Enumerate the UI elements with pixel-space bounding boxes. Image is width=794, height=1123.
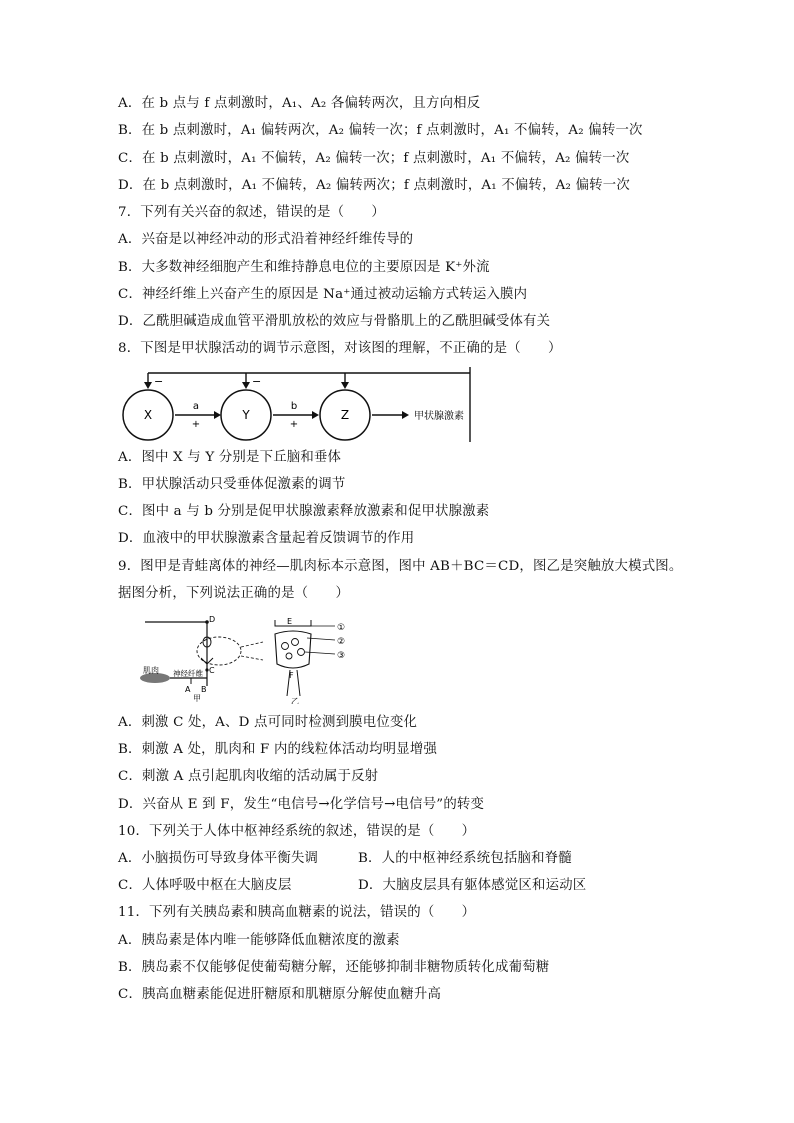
arrow-b-plus: + <box>289 419 299 430</box>
node-y-label: Y <box>242 408 250 422</box>
q9-stem-line2: 据图分析，下列说法正确的是（ ） <box>118 586 350 601</box>
point-a-label: A <box>185 685 191 694</box>
thyroid-regulation-diagram <box>118 364 478 446</box>
minus-sign-y: − <box>252 375 262 388</box>
q9-option-d: D．兴奋从 E 到 F，发生“电信号→化学信号→电信号”的转变 <box>118 797 485 812</box>
node-x-label: X <box>143 408 153 422</box>
thyroid-hormone-label: 甲状腺激素 <box>414 411 464 422</box>
q9-option-c: C．刺激 A 点引起肌肉收缩的活动属于反射 <box>118 769 379 784</box>
marker-3: ③ <box>337 651 346 661</box>
q7-option-a: A．兴奋是以神经冲动的形式沿着神经纤维传导的 <box>118 232 414 247</box>
q9-option-a: A．刺激 C 处，A、D 点可同时检测到膜电位变化 <box>118 715 418 730</box>
q7-option-c: C．神经纤维上兴奋产生的原因是 Na⁺通过被动运输方式转运入膜内 <box>118 287 528 302</box>
arrow-b-label: b <box>290 401 298 412</box>
q10-option-d: D．大脑皮层具有躯体感觉区和运动区 <box>358 878 587 893</box>
nerve-fiber-label: 神经纤维 <box>173 669 203 678</box>
q6-option-b: B．在 b 点刺激时，A₁ 偏转两次，A₂ 偏转一次；f 点刺激时，A₁ 不偏转，A₂ 偏转一次 <box>118 123 643 138</box>
q8-option-a: A．图中 X 与 Y 分别是下丘脑和垂体 <box>118 450 342 465</box>
point-c-label: C <box>209 666 215 675</box>
figure-jia-label: 甲 <box>193 694 201 703</box>
q7-stem: 7．下列有关兴奋的叙述，错误的是（ ） <box>118 205 385 220</box>
arrow-a-plus: + <box>191 419 201 430</box>
minus-sign-x: − <box>154 375 164 388</box>
muscle-label: 肌肉 <box>143 666 159 675</box>
point-b-label: B <box>201 685 207 694</box>
label-e: E <box>287 617 293 626</box>
q7-option-b: B．大多数神经细胞产生和维持静息电位的主要原因是 K⁺外流 <box>118 260 490 275</box>
label-f: F <box>289 671 294 680</box>
nerve-muscle-diagram <box>135 612 365 704</box>
q9-stem-line1: 9．图甲是青蛙离体的神经—肌肉标本示意图，图中 AB＋BC＝CD，图乙是突触放大模式图。 <box>118 559 683 574</box>
synaptic-knob <box>275 631 311 668</box>
q10-option-c: C．人体呼吸中枢在大脑皮层 <box>118 878 292 893</box>
q8-option-d: D．血液中的甲状腺激素含量起着反馈调节的作用 <box>118 531 415 546</box>
q6-option-c: C．在 b 点刺激时，A₁ 不偏转，A₂ 偏转一次；f 点刺激时，A₁ 不偏转，A₂ 偏转一次 <box>118 151 630 166</box>
q11-option-c: C．胰高血糖素能促进肝糖原和肌糖原分解使血糖升高 <box>118 987 442 1002</box>
q10-option-b: B．人的中枢神经系统包括脑和脊髓 <box>358 851 572 866</box>
q6-option-a: A．在 b 点与 f 点刺激时，A₁、A₂ 各偏转两次，且方向相反 <box>118 96 481 111</box>
q10-option-a: A．小脑损伤可导致身体平衡失调 <box>118 851 319 866</box>
q8-stem: 8．下图是甲状腺活动的调节示意图，对该图的理解，不正确的是（ ） <box>118 341 562 356</box>
node-z-label: Z <box>340 408 350 422</box>
marker-2: ② <box>337 637 346 647</box>
q8-option-c: C．图中 a 与 b 分别是促甲状腺激素释放激素和促甲状腺激素 <box>118 504 490 519</box>
q11-option-a: A．胰岛素是体内唯一能够降低血糖浓度的激素 <box>118 933 400 948</box>
arrow-a-label: a <box>192 401 200 412</box>
point-d-label: D <box>209 615 216 624</box>
q9-option-b: B．刺激 A 处，肌肉和 F 内的线粒体活动均明显增强 <box>118 742 438 757</box>
q11-stem: 11．下列有关胰岛素和胰高血糖素的说法，错误的（ ） <box>118 905 476 920</box>
q7-option-d: D．乙酰胆碱造成血管平滑肌放松的效应与骨骼肌上的乙酰胆碱受体有关 <box>118 314 551 329</box>
figure-yi-label: 乙 <box>291 697 299 704</box>
q11-option-b: B．胰岛素不仅能够促使葡萄糖分解，还能够抑制非糖物质转化成葡萄糖 <box>118 960 550 975</box>
q10-stem: 10．下列关于人体中枢神经系统的叙述，错误的是（ ） <box>118 824 476 839</box>
marker-1: ① <box>337 623 346 633</box>
q6-option-d: D．在 b 点刺激时，A₁ 不偏转，A₂ 偏转两次；f 点刺激时，A₁ 不偏转，A₂ 偏转一次 <box>118 178 630 193</box>
q8-option-b: B．甲状腺活动只受垂体促激素的调节 <box>118 477 346 492</box>
